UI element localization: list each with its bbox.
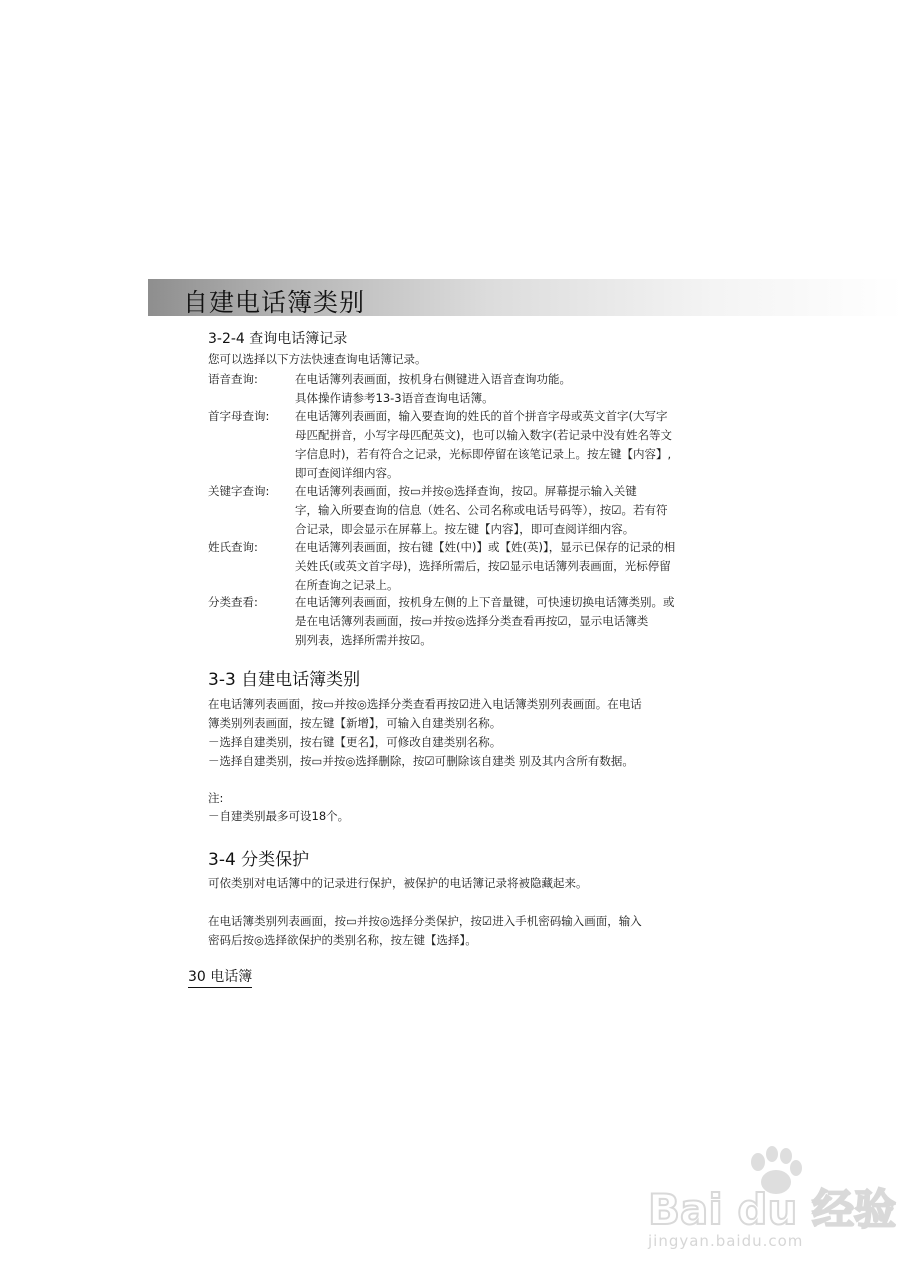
term-voice-search: 语音查询: [208, 372, 258, 386]
desc-keyword-search: 在电话簿列表画面，按▭并按◎选择查询，按☑。屏幕提示输入关键 字，输入所要查询的信息（姓名、公司名称或电话号码等），按☑。若有符 合记录，即会显示在屏幕上。按左键【内容】，即可查阅详细内容。 [295, 484, 668, 536]
desc-surname-search: 在电话簿列表画面，按右键【姓(中)】或【姓(英)】，显示已保存的记录的相 关姓氏(或英文首字母)，选择所需后，按☑显示电话簿列表画面，光标停留 在所查询之记录上。 [295, 540, 676, 592]
term-category-view: 分类查看: [208, 595, 258, 609]
section-324-heading: 3-2-4 查询电话簿记录 [208, 331, 348, 347]
page-title: 自建电话簿类别 [183, 288, 366, 317]
svg-text:Bai du 经验: Bai du 经验 [648, 1185, 896, 1234]
section-34-heading: 3-4 分类保护 [208, 850, 310, 870]
page-number-label: 30 电话簿 [188, 966, 252, 988]
section-34-para-2: 在电话簿类别列表画面，按▭并按◎选择分类保护，按☑进入手机密码输入画面，输入 密码后按◎选择欲保护的类别名称，按左键【选择】。 [208, 914, 642, 947]
term-surname-search: 姓氏查询: [208, 540, 258, 554]
section-324-intro: 您可以选择以下方法快速查询电话簿记录。 [208, 352, 427, 366]
note-text: －自建类别最多可设18个。 [208, 809, 350, 823]
section-33-heading: 3-3 自建电话簿类别 [208, 670, 361, 690]
desc-voice-search: 在电话簿列表画面，按机身右侧键进入语音查询功能。 具体操作请参考13-3语音查询电话簿。 [295, 372, 571, 405]
watermark-url: jingyan.baidu.com [648, 1232, 804, 1250]
term-keyword-search: 关键字查询: [208, 484, 270, 498]
note-label: 注: [208, 791, 224, 805]
desc-initial-search: 在电话簿列表画面，输入要查询的姓氏的首个拼音字母或英文首字(大写字 母匹配拼音，小写字母匹配英文)，也可以输入数字(若记录中没有姓名等文 字信息时)，若有符合之记录，光标即停留在该笔记录上。按左键【内容】, 即可查阅详细内容。 [295, 409, 672, 480]
section-34-para-1: 可依类别对电话簿中的记录进行保护，被保护的电话簿记录将被隐藏起来。 [208, 876, 588, 890]
section-33-body: 在电话簿列表画面，按▭并按◎选择分类查看再按☑进入电话簿类别列表画面。在电话 簿类别列表画面，按左键【新增】，可输入自建类别名称。 －选择自建类别，按右键【更名】，可修改自建类别名称。 －选择自建类别，按▭并按◎选择删除，按☑可删除该自建类 别及其内含所有数据。 [208, 697, 642, 768]
desc-category-view: 在电话簿列表画面，按机身左侧的上下音量键，可快速切换电话簿类别。或 是在电话簿列表画面，按▭并按◎选择分类查看再按☑，显示电话簿类 别列表，选择所需并按☑。 [295, 595, 675, 647]
term-initial-search: 首字母查询: [208, 409, 270, 423]
